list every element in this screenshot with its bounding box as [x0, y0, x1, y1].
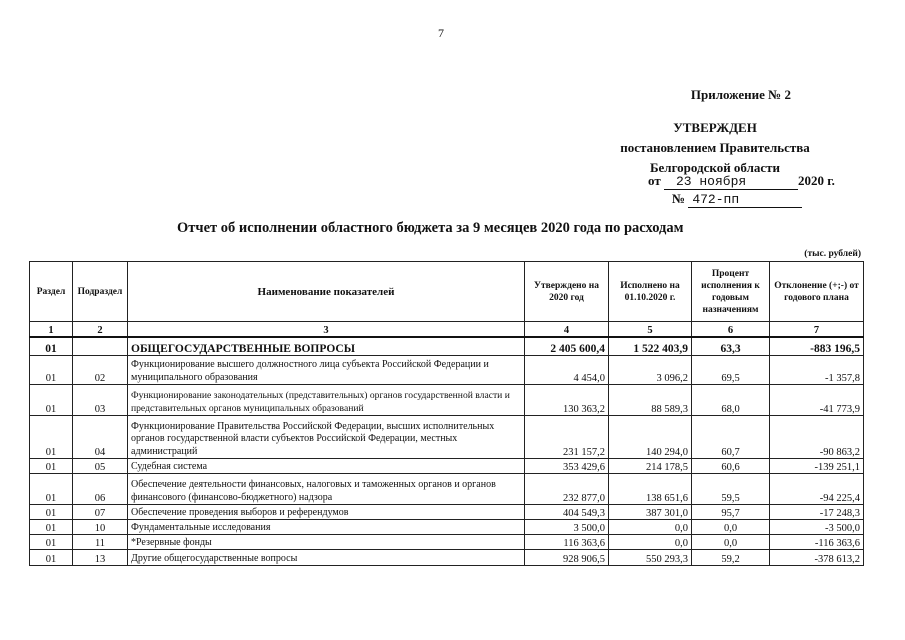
approval-region: Белгородской области: [649, 160, 781, 175]
approval-date: [648, 173, 835, 190]
cell-executed: 88 589,3: [609, 385, 692, 416]
column-number-row: [30, 322, 864, 338]
cell-name: Функционирование Правительства Российской Федерации, высших исполнительных органов государственной власти субъектов Российской Федерации, местных администраций: [128, 416, 525, 459]
report-title: Отчет об исполнении областного бюджета за 9 месяцев 2020 года по расходам: [177, 220, 684, 236]
cell-subsection: 02: [73, 356, 128, 385]
table-row: [30, 459, 864, 474]
table-row: [30, 416, 864, 459]
column-number: 1: [30, 322, 73, 338]
cell-name: Обеспечение деятельности финансовых, налоговых и таможенных органов и органов финансового (финансово-бюджетного) надзора: [128, 474, 525, 505]
cell-executed: 387 301,0: [609, 505, 692, 520]
header-approved: Утверждено на 2020 год: [525, 262, 609, 322]
cell-approved: 353 429,6: [525, 459, 609, 474]
cell-executed: 0,0: [609, 535, 692, 550]
cell-section: 01: [30, 535, 73, 550]
header-deviation: Отклонение (+;-) от годового плана: [770, 262, 864, 322]
table-row: [30, 385, 864, 416]
cell-name: Другие общегосударственные вопросы: [128, 550, 525, 566]
cell-deviation: -17 248,3: [770, 505, 864, 520]
cell-deviation: -116 363,6: [770, 535, 864, 550]
table-row: [30, 505, 864, 520]
cell-subsection: 03: [73, 385, 128, 416]
cell-approved: 231 157,2: [525, 416, 609, 459]
cell-subsection: [73, 337, 128, 356]
cell-approved: 928 906,5: [525, 550, 609, 566]
cell-name: Функционирование законодательных (представительных) органов государственной власти и представительных органов муниципальных образований: [128, 385, 525, 416]
date-value: 23 ноября: [664, 174, 798, 190]
cell-approved: 232 877,0: [525, 474, 609, 505]
cell-approved: 4 454,0: [525, 356, 609, 385]
cell-subsection: 13: [73, 550, 128, 566]
column-number: 7: [770, 322, 864, 338]
cell-executed: 214 178,5: [609, 459, 692, 474]
cell-approved: 3 500,0: [525, 520, 609, 535]
cell-approved: 130 363,2: [525, 385, 609, 416]
table-row: [30, 550, 864, 566]
cell-approved: 404 549,3: [525, 505, 609, 520]
cell-name: ОБЩЕГОСУДАРСТВЕННЫЕ ВОПРОСЫ: [128, 337, 525, 356]
cell-name: Судебная система: [128, 459, 525, 474]
column-number: 5: [609, 322, 692, 338]
cell-percent: 68,0: [692, 385, 770, 416]
cell-section: 01: [30, 337, 73, 356]
number-value: 472-пп: [688, 192, 802, 208]
section-total-row: [30, 337, 864, 356]
cell-subsection: 04: [73, 416, 128, 459]
cell-executed: 138 651,6: [609, 474, 692, 505]
number-prefix: №: [672, 191, 686, 206]
approval-number: [672, 191, 802, 208]
approval-block: [595, 118, 835, 178]
cell-percent: 0,0: [692, 535, 770, 550]
cell-executed: 140 294,0: [609, 416, 692, 459]
appendix-label: Приложение № 2: [690, 87, 791, 102]
cell-section: 01: [30, 356, 73, 385]
column-number: 6: [692, 322, 770, 338]
column-number: 4: [525, 322, 609, 338]
cell-percent: 63,3: [692, 337, 770, 356]
cell-executed: 0,0: [609, 520, 692, 535]
cell-deviation: -883 196,5: [770, 337, 864, 356]
table-header-row: [30, 262, 864, 322]
cell-section: 01: [30, 385, 73, 416]
cell-section: 01: [30, 520, 73, 535]
cell-deviation: -1 357,8: [770, 356, 864, 385]
header-section: Раздел: [30, 262, 73, 322]
cell-name: *Резервные фонды: [128, 535, 525, 550]
cell-deviation: -3 500,0: [770, 520, 864, 535]
cell-subsection: 05: [73, 459, 128, 474]
cell-section: 01: [30, 505, 73, 520]
cell-section: 01: [30, 550, 73, 566]
cell-subsection: 11: [73, 535, 128, 550]
expenditure-table: [29, 261, 864, 566]
cell-percent: 95,7: [692, 505, 770, 520]
date-suffix: 2020 г.: [797, 173, 835, 188]
cell-subsection: 07: [73, 505, 128, 520]
table-row: [30, 535, 864, 550]
cell-subsection: 06: [73, 474, 128, 505]
cell-executed: 3 096,2: [609, 356, 692, 385]
cell-section: 01: [30, 474, 73, 505]
header-name: Наименование показателей: [128, 262, 525, 322]
cell-deviation: -139 251,1: [770, 459, 864, 474]
header-executed: Исполнено на 01.10.2020 г.: [609, 262, 692, 322]
table-row: [30, 356, 864, 385]
table-row: [30, 474, 864, 505]
date-prefix: от: [648, 173, 661, 188]
cell-percent: 60,6: [692, 459, 770, 474]
table-row: [30, 520, 864, 535]
cell-deviation: -378 613,2: [770, 550, 864, 566]
cell-percent: 59,5: [692, 474, 770, 505]
cell-approved: 2 405 600,4: [525, 337, 609, 356]
cell-section: 01: [30, 459, 73, 474]
column-number: 3: [128, 322, 525, 338]
cell-name: Обеспечение проведения выборов и референдумов: [128, 505, 525, 520]
cell-deviation: -94 225,4: [770, 474, 864, 505]
cell-approved: 116 363,6: [525, 535, 609, 550]
cell-percent: 59,2: [692, 550, 770, 566]
cell-percent: 69,5: [692, 356, 770, 385]
cell-executed: 1 522 403,9: [609, 337, 692, 356]
cell-deviation: -90 863,2: [770, 416, 864, 459]
approval-resolution: постановлением Правительства: [620, 140, 810, 155]
approval-title: УТВЕРЖДЕН: [673, 120, 757, 135]
cell-percent: 60,7: [692, 416, 770, 459]
cell-percent: 0,0: [692, 520, 770, 535]
cell-subsection: 10: [73, 520, 128, 535]
column-number: 2: [73, 322, 128, 338]
cell-name: Фундаментальные исследования: [128, 520, 525, 535]
units-label: (тыс. рублей): [804, 249, 861, 259]
cell-name: Функционирование высшего должностного лица субъекта Российской Федерации и муниципального образования: [128, 356, 525, 385]
header-percent: Процент исполнения к годовым назначениям: [692, 262, 770, 322]
cell-deviation: -41 773,9: [770, 385, 864, 416]
cell-executed: 550 293,3: [609, 550, 692, 566]
page-number: 7: [438, 26, 444, 40]
header-subsection: Подраздел: [73, 262, 128, 322]
cell-section: 01: [30, 416, 73, 459]
